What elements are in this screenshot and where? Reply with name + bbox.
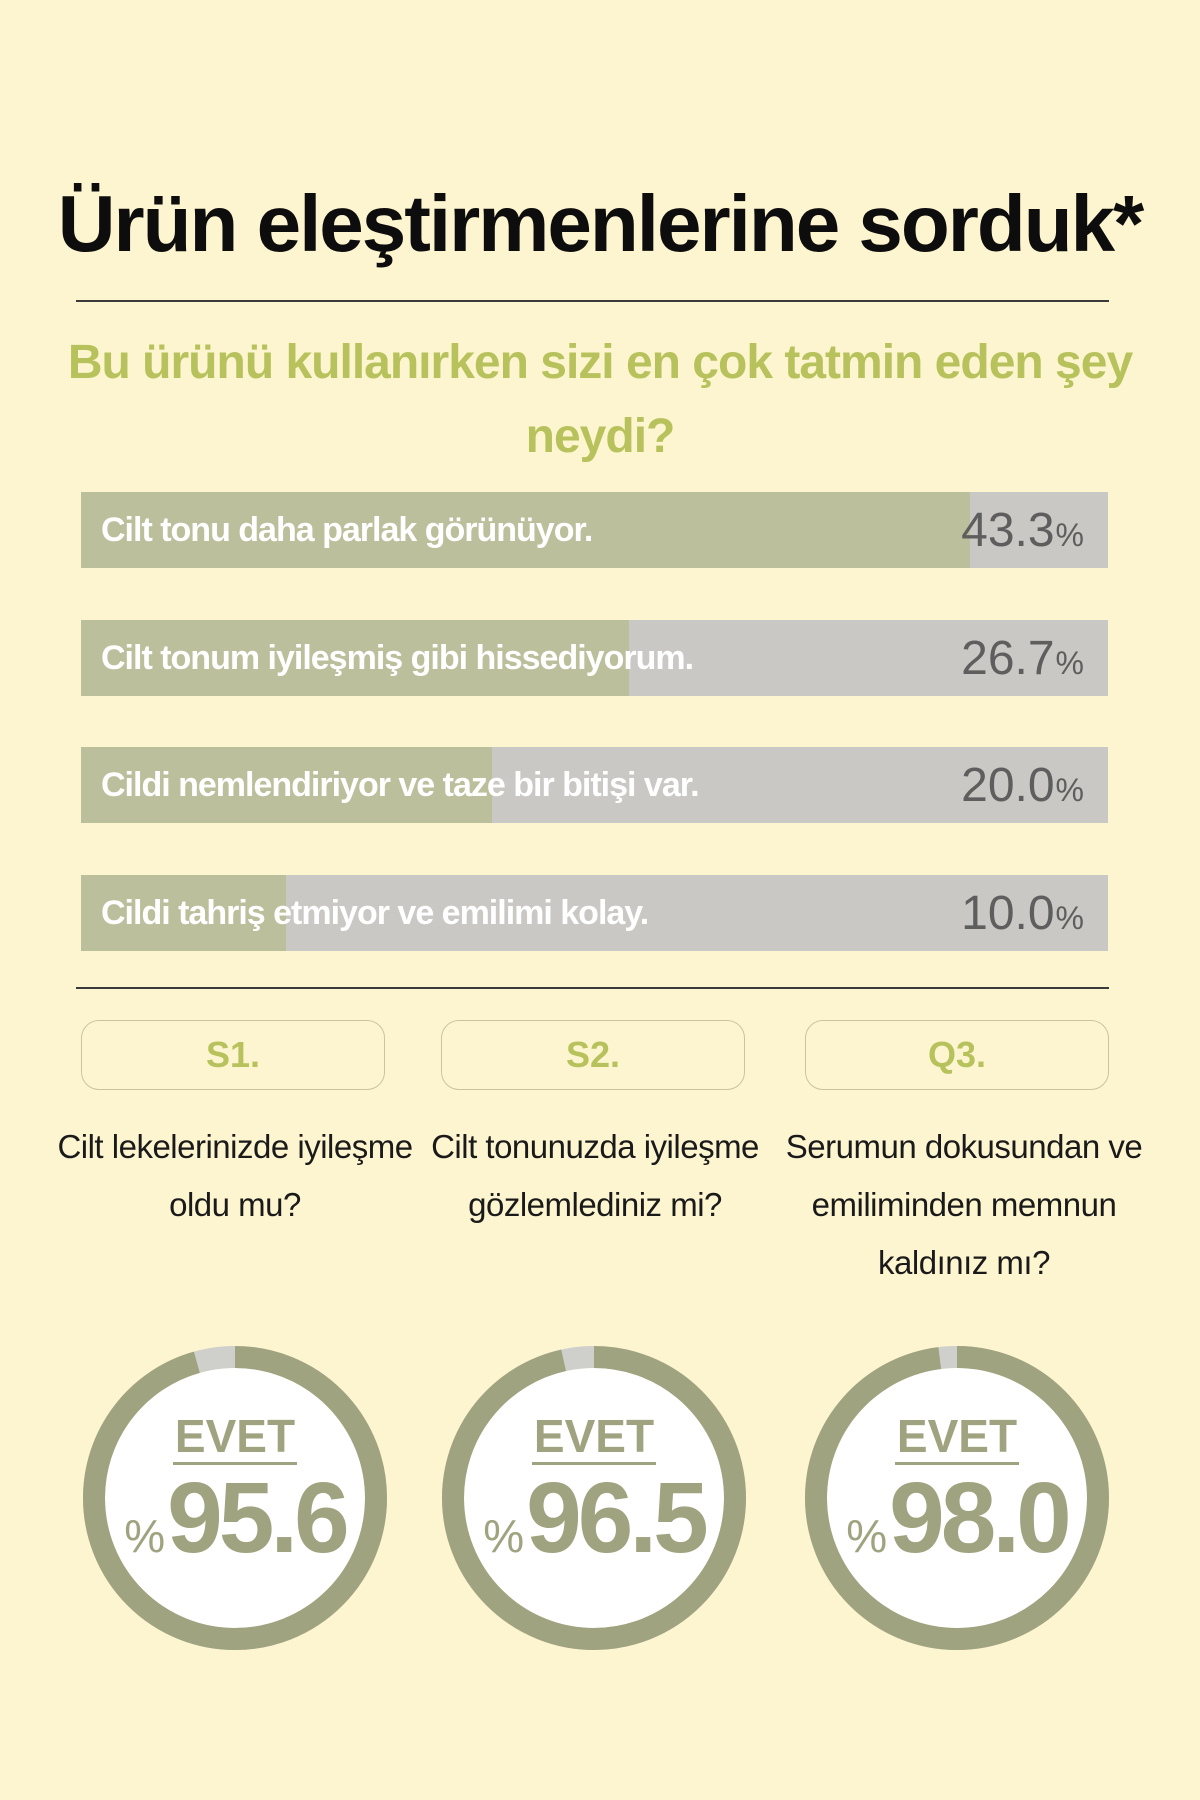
page-title: Ürün eleştirmenlerine sorduk* <box>57 179 1143 268</box>
survey-question: Bu ürünü kullanırken sizi en çok tatmin eden şey neydi? <box>67 336 1133 463</box>
gauge-value-unit: % <box>846 1510 888 1562</box>
bar-value-number: 43.3 <box>961 504 1055 557</box>
gauge-answer-label <box>80 1409 390 1463</box>
gauge-answer-text: EVET <box>173 1410 297 1465</box>
bar-value-unit: % <box>1055 517 1084 553</box>
bar-row <box>81 747 1108 823</box>
gauge-value-label <box>439 1461 749 1576</box>
bar-value-label <box>961 747 1084 823</box>
bar-value-unit: % <box>1055 900 1084 936</box>
question-number-tag: S1. <box>81 1020 385 1090</box>
question-text: Serumun dokusundan ve emiliminden memnun kaldınız mı? <box>785 1128 1143 1281</box>
question-number-tag: S2. <box>441 1020 745 1090</box>
gauge-value-number: 96.5 <box>526 1462 705 1574</box>
bar-value-number: 10.0 <box>961 887 1055 940</box>
middle-divider <box>76 987 1109 989</box>
yes-gauge <box>802 1343 1112 1653</box>
bar-row <box>81 875 1108 951</box>
bar-category-label: Cilt tonum iyileşmiş gibi hissediyorum. <box>101 639 694 677</box>
bar-value-number: 20.0 <box>961 759 1055 812</box>
question-number-tag: Q3. <box>805 1020 1109 1090</box>
bar-row <box>81 492 1108 568</box>
bar-category-label: Cildi tahriş etmiyor ve emilimi kolay. <box>101 894 649 932</box>
yes-gauge <box>439 1343 749 1653</box>
bar-category-label: Cildi nemlendiriyor ve taze bir bitişi var. <box>101 766 699 804</box>
bar-value-label <box>961 620 1084 696</box>
bar-value-unit: % <box>1055 772 1084 808</box>
gauge-answer-text: EVET <box>895 1410 1019 1465</box>
bar-value-unit: % <box>1055 645 1084 681</box>
gauge-value-number: 98.0 <box>889 1462 1068 1574</box>
gauge-value-label <box>802 1461 1112 1576</box>
gauge-value-label <box>80 1461 390 1576</box>
question-text: Cilt tonunuzda iyileşme gözlemlediniz mi? <box>431 1128 759 1223</box>
gauge-answer-label <box>802 1409 1112 1463</box>
question-text: Cilt lekelerinizde iyileşme oldu mu? <box>57 1128 413 1223</box>
bar-value-label <box>961 875 1084 951</box>
gauge-value-unit: % <box>124 1510 166 1562</box>
bar-value-number: 26.7 <box>961 632 1055 685</box>
top-divider <box>76 300 1109 302</box>
gauge-value-number: 95.6 <box>167 1462 346 1574</box>
bar-value-label <box>961 492 1084 568</box>
gauge-value-unit: % <box>483 1510 525 1562</box>
bar-category-label: Cilt tonu daha parlak görünüyor. <box>101 511 593 549</box>
yes-gauge <box>80 1343 390 1653</box>
gauge-answer-text: EVET <box>532 1410 656 1465</box>
gauge-answer-label <box>439 1409 749 1463</box>
bar-row <box>81 620 1108 696</box>
